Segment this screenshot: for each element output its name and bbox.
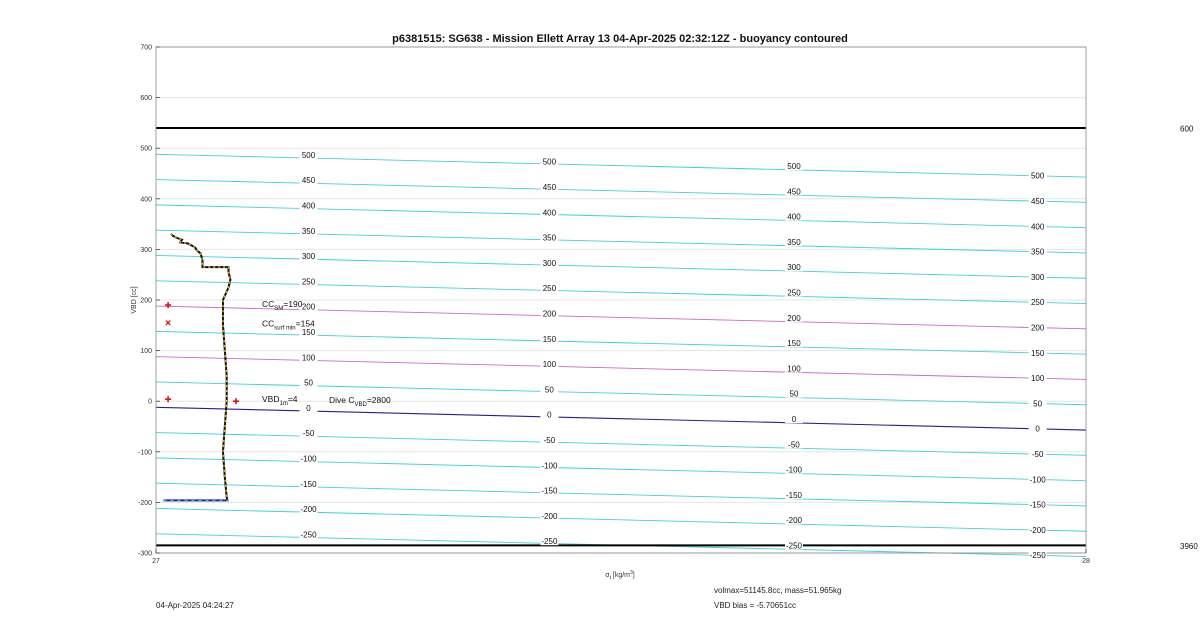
axes <box>131 45 1090 582</box>
plus-marker <box>233 398 239 404</box>
contour-label: 0 <box>306 403 311 413</box>
contour-label: 0 <box>791 415 797 425</box>
contour-label: -150 <box>785 490 802 500</box>
contour-label: 400 <box>1030 222 1045 232</box>
contour-label: 400 <box>787 212 801 222</box>
contour-label: -200 <box>541 511 558 521</box>
contour-label: 0 <box>547 410 552 420</box>
contour-label: -150 <box>1029 500 1046 510</box>
profile-line-dash <box>171 234 231 501</box>
annotations <box>262 299 391 408</box>
contour-label: 150 <box>301 327 316 337</box>
x-marker <box>166 321 170 325</box>
contour-line <box>156 205 1086 228</box>
contour-label: 450 <box>542 183 557 193</box>
contour-label: 100 <box>1030 374 1045 384</box>
contour-label: 450 <box>787 187 801 197</box>
limit-label: 3960 <box>1180 541 1198 551</box>
y-tick-label: 500 <box>140 145 152 153</box>
contour-label: 500 <box>787 162 801 172</box>
y-tick-label: -300 <box>137 550 152 558</box>
contour-label: 50 <box>544 385 554 395</box>
contour-label: -250 <box>785 541 802 551</box>
contour-label: -100 <box>541 461 558 471</box>
y-tick-label: 100 <box>140 348 152 356</box>
y-tick-label: -200 <box>137 499 152 507</box>
contour-label: 350 <box>301 226 316 236</box>
contour-label: -50 <box>302 429 315 439</box>
contour-label: 150 <box>1030 348 1045 358</box>
contour-label: 50 <box>304 378 313 388</box>
contour-label: -100 <box>1029 475 1046 485</box>
footer-vbd-bias: VBD bias = -5.70651cc <box>714 601 797 610</box>
y-tick-label: 600 <box>140 95 152 103</box>
contour-label: 250 <box>1030 298 1045 308</box>
contour-label: 200 <box>542 309 557 319</box>
markers <box>165 302 239 404</box>
contour-line <box>156 154 1086 177</box>
contour-label: 500 <box>301 150 316 160</box>
contour-label: -250 <box>300 530 317 540</box>
contour-label: 50 <box>789 389 799 399</box>
contour-label: -200 <box>785 516 802 526</box>
footer-timestamp: 04-Apr-2025 04:24:27 <box>156 601 234 610</box>
plus-marker <box>165 302 171 308</box>
contour-line <box>156 458 1086 481</box>
contour-label: 400 <box>301 201 316 211</box>
contour-label: 150 <box>542 334 557 344</box>
contour-label: 300 <box>1030 272 1045 282</box>
contour-label: 100 <box>542 360 557 370</box>
contour-label: 450 <box>301 176 316 186</box>
contour-label: -100 <box>785 465 802 475</box>
contour-label: -50 <box>788 440 800 450</box>
chart-title: p6381515: SG638 - Mission Ellett Array 13 04-Apr-2025 02:32:12Z - buoyancy contoured <box>392 33 848 45</box>
contour-label: 250 <box>301 277 316 287</box>
contour-label: 350 <box>1030 247 1045 257</box>
contour-label: 200 <box>1030 323 1045 333</box>
contour-line-highlight <box>156 357 1086 380</box>
contour-label: 500 <box>1030 171 1045 181</box>
contour-label: -150 <box>541 486 558 496</box>
profile-series <box>163 234 230 501</box>
y-tick-label: 400 <box>140 196 152 204</box>
contour-label: 500 <box>542 157 557 167</box>
contour-label: 250 <box>787 288 801 298</box>
contour-label: 50 <box>1033 399 1043 409</box>
contour-label: -200 <box>1029 525 1046 535</box>
profile-line <box>171 234 231 501</box>
contour-line <box>156 508 1086 531</box>
contour-label: 200 <box>301 302 316 312</box>
contour-label: 300 <box>301 252 316 262</box>
annotation-label: $CC_{surf min}=154$ <box>262 318 315 332</box>
contour-label: 350 <box>542 233 557 243</box>
contour-label: 100 <box>301 353 316 363</box>
limit-label: 600 <box>1180 124 1194 134</box>
contour-label: 350 <box>787 237 801 247</box>
contour-label: -50 <box>1031 450 1044 460</box>
contour-label: -250 <box>1029 551 1046 561</box>
annotation-label: $VBD_{1m}=4$ <box>262 394 298 408</box>
contour-label: 150 <box>787 339 801 349</box>
contour-label: 200 <box>787 313 801 323</box>
contour-label: -150 <box>300 479 317 489</box>
y-tick-label: -100 <box>137 449 152 457</box>
contour-label: 300 <box>787 263 801 273</box>
contour-label: 0 <box>1035 424 1040 434</box>
y-tick-label: 0 <box>148 398 152 406</box>
contour-label: 300 <box>542 258 557 268</box>
annotation-label: $CC_{SM}=190$ <box>262 299 303 313</box>
contour-label: 100 <box>787 364 801 374</box>
contour-label: -100 <box>300 454 317 464</box>
contour-label: 400 <box>542 208 557 218</box>
x-tick-label: 27 <box>152 558 160 565</box>
x-axis-label: $\sigma_t$ $[kg/m^3]$ <box>605 570 635 581</box>
contour-line <box>156 255 1086 278</box>
contour-label: 450 <box>1030 197 1045 207</box>
y-tick-label: 200 <box>140 297 152 305</box>
y-tick-label: 300 <box>140 246 152 254</box>
contour-label: -200 <box>300 505 317 515</box>
footer-volmax: volmax=51145.8cc, mass=51.965kg <box>714 586 842 595</box>
contour-label: -250 <box>541 537 558 547</box>
contour-label: -50 <box>543 436 556 446</box>
contour-lines <box>156 154 1086 556</box>
contour-line-zero <box>156 407 1086 430</box>
x-tick-label: 28 <box>1082 558 1090 565</box>
y-axis-label: VBD [cc] <box>131 286 138 314</box>
annotation-label: Dive $C_{VBD}=2800$ <box>328 395 391 409</box>
y-tick-label: 700 <box>140 44 152 52</box>
contour-label: 250 <box>542 284 557 294</box>
